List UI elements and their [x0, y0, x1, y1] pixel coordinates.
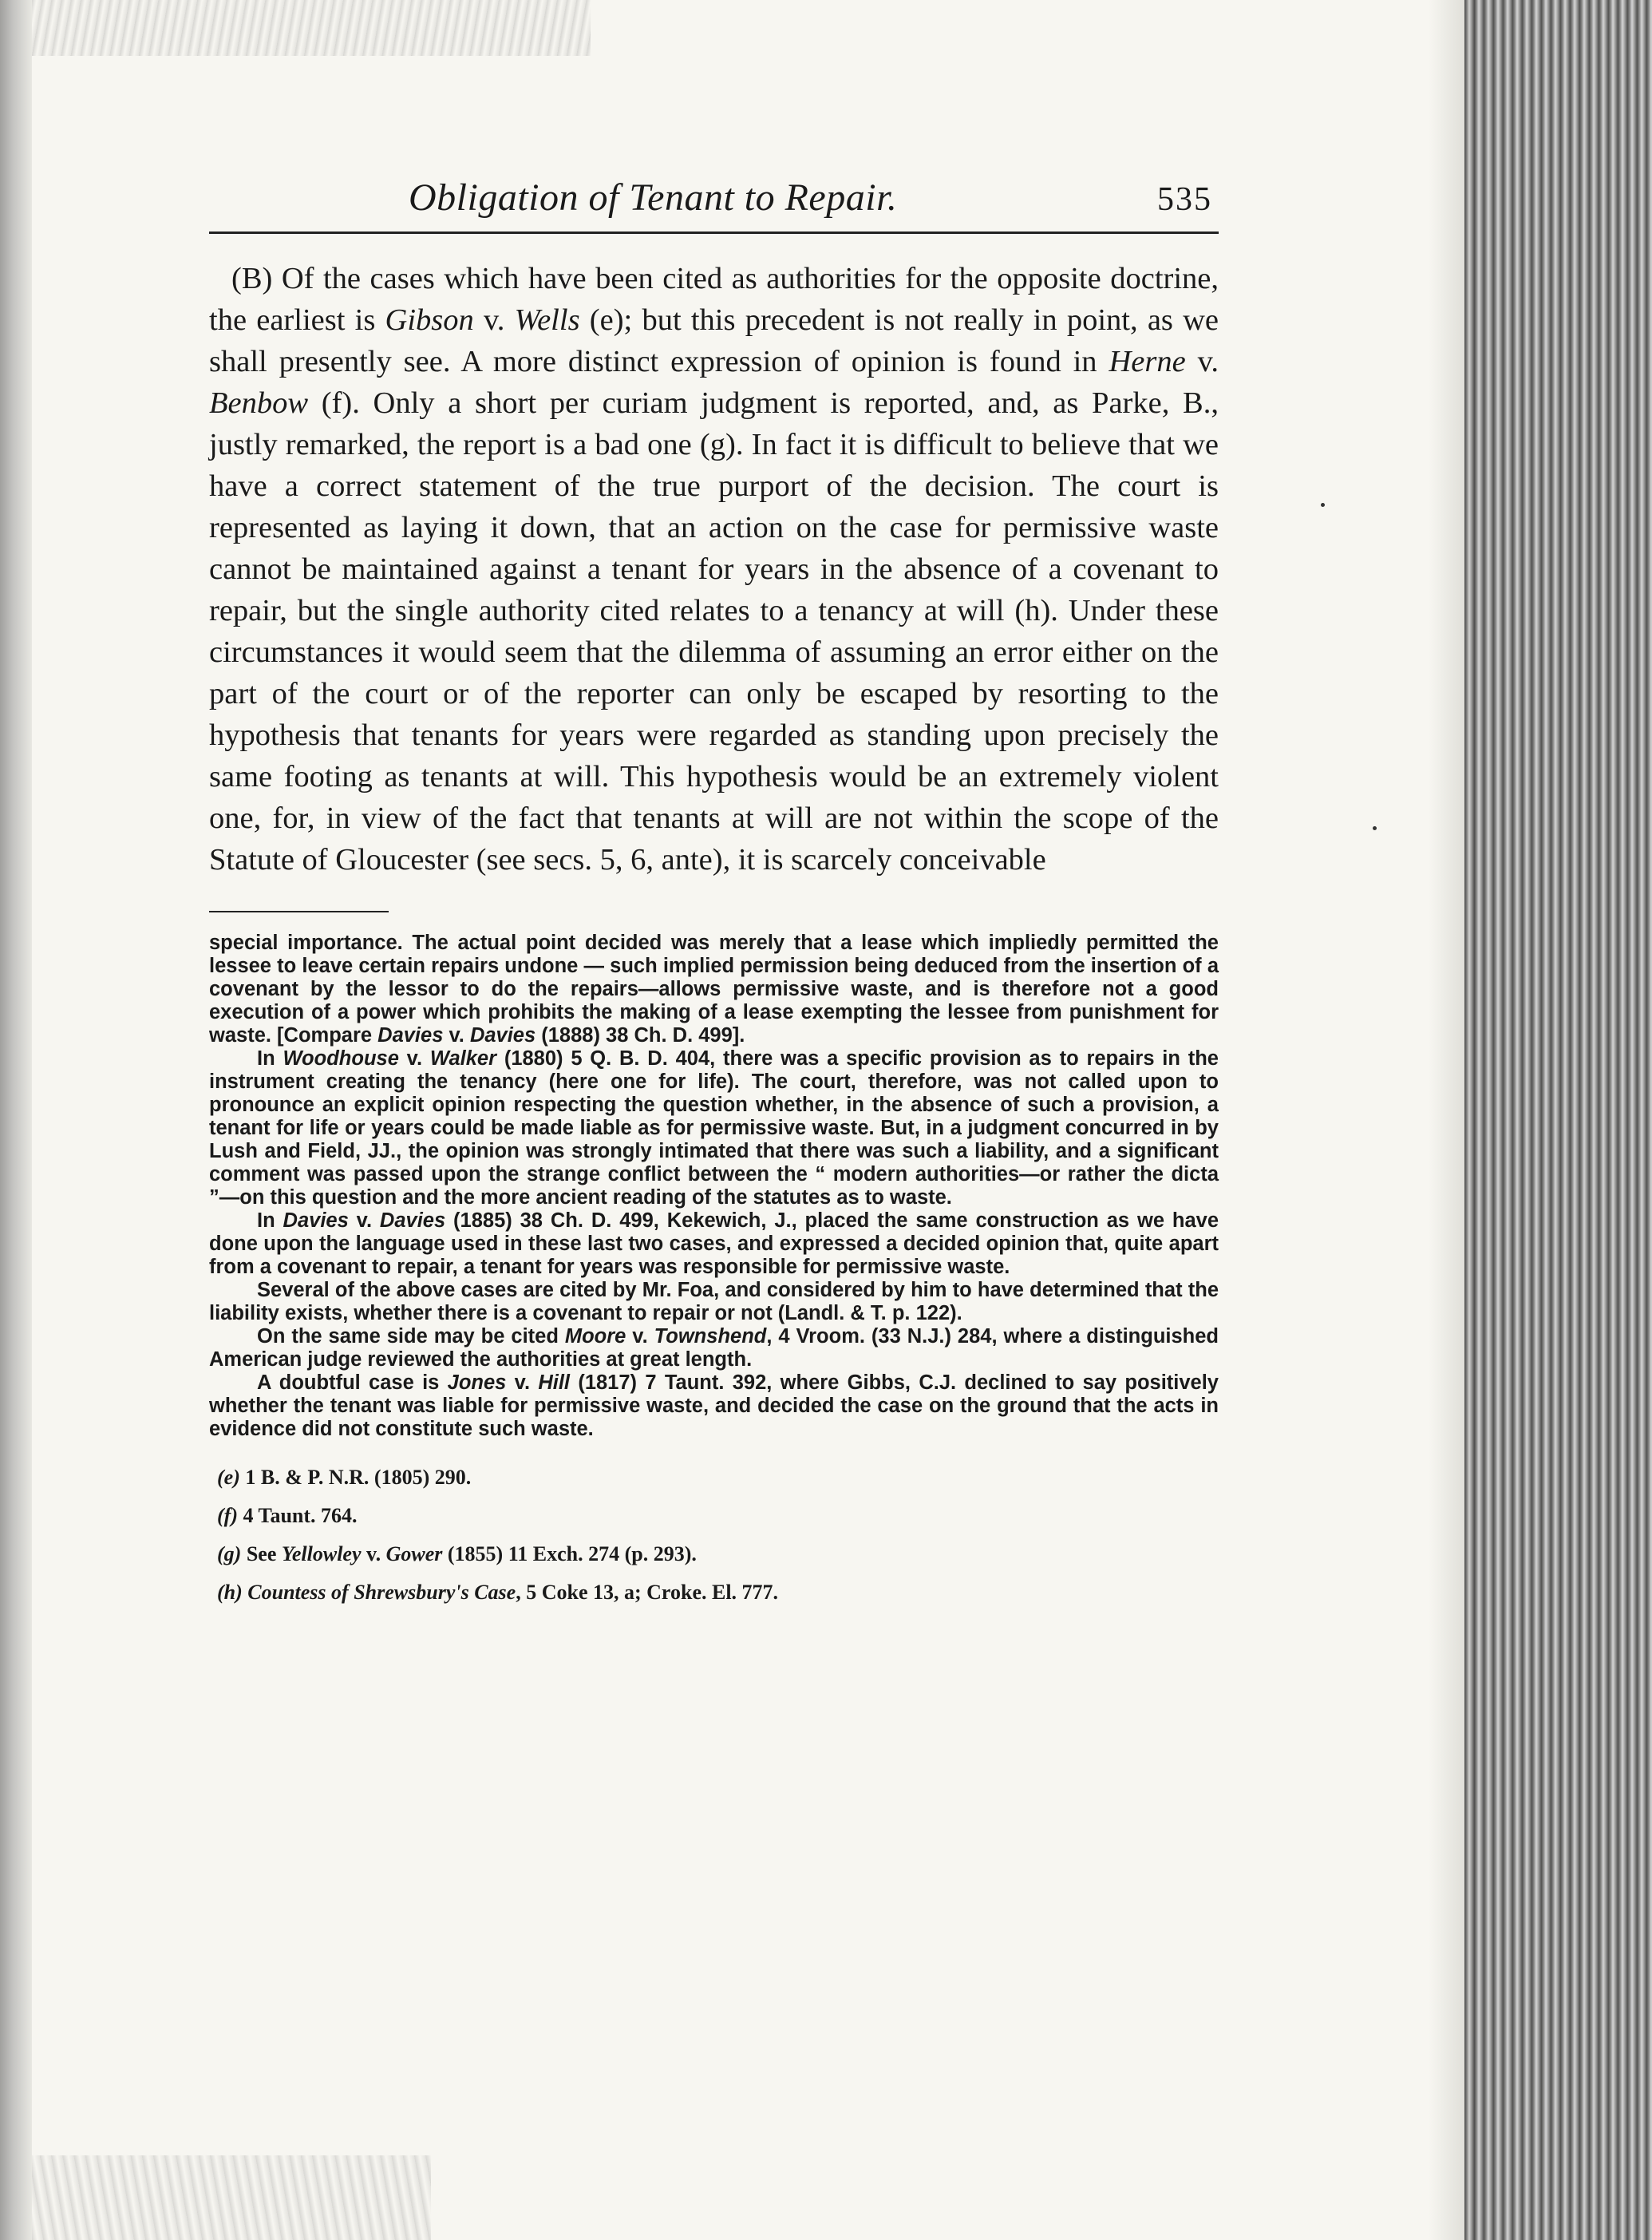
- case-name: Moore: [564, 1325, 626, 1348]
- case-name: Benbow: [209, 386, 309, 420]
- text-run: v.: [506, 1371, 539, 1394]
- running-title: Obligation of Tenant to Repair.: [409, 176, 898, 219]
- text-run: v.: [1185, 345, 1219, 378]
- footnote-ref: (g): [699, 428, 736, 461]
- footnote-paragraph: [209, 932, 1219, 1047]
- footnotes: [209, 932, 1219, 1441]
- scan-left-edge: [0, 0, 32, 2240]
- scan-bottom-noise: [32, 2155, 431, 2240]
- reference-notes: [209, 1458, 1219, 1612]
- case-name: Davies: [377, 1024, 444, 1047]
- case-name: Gower: [385, 1542, 443, 1565]
- footnote-ref: (f): [308, 386, 353, 420]
- text-run: . Only a short per curiam judgment is reported, and, as Parke, B., justly remarked, the report is a bad one: [209, 386, 1219, 461]
- main-text: [209, 258, 1219, 881]
- scan-top-noise: [32, 0, 591, 56]
- text-run: v.: [348, 1209, 380, 1232]
- case-name: Davies: [379, 1209, 446, 1232]
- reference-mark: (h): [217, 1581, 243, 1604]
- reference-mark: (g): [217, 1542, 242, 1565]
- footnote-paragraph: [209, 1209, 1219, 1279]
- text-run: (1817) 7 Taunt. 392, where Gibbs, C.J. declined to say positively whether the tenant was liable for permissive waste, and decided the case on the ground that the acts in evidence did not constitute such waste.: [209, 1371, 1219, 1440]
- case-name: Townshend: [654, 1325, 767, 1348]
- case-name: Herne: [1109, 345, 1186, 378]
- text-run: v.: [443, 1024, 470, 1047]
- reference-mark: (f): [217, 1504, 238, 1527]
- reference-text: 4 Taunt. 764.: [243, 1504, 358, 1527]
- speck: [1373, 826, 1377, 830]
- reference-text: 1 B. & P. N.R. (1805) 290.: [245, 1466, 472, 1489]
- reference-text: See: [246, 1542, 282, 1565]
- text-run: , 4 Vroom. (33 N.J.) 284, where a distinguished American judge reviewed the authorities at great length.: [209, 1325, 1219, 1371]
- reference-text: ,: [516, 1581, 527, 1604]
- running-head: [209, 160, 1219, 234]
- text-run: v.: [473, 303, 515, 337]
- page-number: 535: [1157, 181, 1212, 218]
- text-run: v.: [398, 1047, 430, 1070]
- text-run: . Under these circumstances it would seem that the dilemma of assuming an error either on the part of the court or of the reporter can only be escaped by resorting to the hypothesis that tenants for years were regarded as standing upon precisely the same footing as tenants at will. This hypothesis would be an extremely violent one, for, in view of the fact that tenants at will are not within the scope of the Statute of Gloucester (see secs. 5, 6, ante), it is scarcely conceivable: [209, 594, 1219, 877]
- body-paragraph: [209, 258, 1219, 881]
- speck: [1321, 503, 1325, 507]
- reference-text: 5 Coke 13, a; Croke. El. 777.: [526, 1581, 779, 1604]
- reference-note: [209, 1458, 1219, 1497]
- case-name: Woodhouse: [283, 1047, 399, 1070]
- footnote-paragraph: Several of the above cases are cited by Mr. Foa, and considered by him to have determined that the liability exists, whether there is a covenant to repair or not (Landl. & T. p. 122).: [209, 1279, 1219, 1324]
- text-run: (1885) 38 Ch. D. 499, Kekewich, J., placed the same construction as we have done upon the language used in these last two cases, and expressed a decided opinion that, quite apart from a covenant to repair, a tenant for years was responsible for permissive waste.: [209, 1209, 1219, 1278]
- reference-text: v.: [361, 1542, 386, 1565]
- text-run: In: [257, 1047, 283, 1070]
- footnote-ref: (h): [1014, 594, 1051, 627]
- case-name: Hill: [538, 1371, 571, 1394]
- footnote-paragraph: [209, 1325, 1219, 1371]
- case-name: Walker: [429, 1047, 497, 1070]
- footnote-rule: [209, 911, 389, 912]
- text-run: ; but this precedent is not really in point, as we shall presently see. A more distinct expression of opinion is found in: [209, 303, 1219, 378]
- text-run: (B) Of the cases which have been cited as authorities for the opposite doctrine, the earliest is: [209, 262, 1219, 337]
- footnote-paragraph: [209, 1371, 1219, 1441]
- book-binding-edge: [1464, 0, 1652, 2240]
- footnote-ref: (e): [579, 303, 624, 337]
- text-run: In: [257, 1209, 283, 1232]
- case-name: Davies: [469, 1024, 536, 1047]
- case-name: Countess of Shrewsbury's Case: [247, 1581, 516, 1604]
- text-run: A doubtful case is: [257, 1371, 448, 1394]
- text-run: (1888) 38 Ch. D. 499].: [536, 1024, 745, 1047]
- case-name: Yellowley: [281, 1542, 362, 1565]
- reference-note: [209, 1573, 1219, 1612]
- text-run: . In fact it is difficult to believe that we have a correct statement of the true purport of the decision. The court is represented as laying it down, that an action on the case for permissive waste cannot be maintained against a tenant for years in the absence of a covenant to repair, but the single authority cited relates to a tenancy at will: [209, 428, 1219, 627]
- reference-note: [209, 1497, 1219, 1535]
- case-name: Gibson: [385, 303, 474, 337]
- case-name: Wells: [514, 303, 580, 337]
- text-run: (1880) 5 Q. B. D. 404, there was a specific provision as to repairs in the instrument creating the tenancy (here one for life). The court, therefore, was not called upon to pronounce an explicit opinion respecting the question whether, in the absence of such a provision, a tenant for life or years could be made liable as for permissive waste. But, in a judgment concurred in by Lush and Field, JJ., the opinion was strongly intimated that there was such a liability, and a significant comment was passed upon the strange conflict between the “ modern authorities—or rather the dicta ”—on this question and the more ancient reading of the statutes as to waste.: [209, 1047, 1219, 1209]
- reference-mark: (e): [217, 1466, 240, 1489]
- text-run: special importance. The actual point decided was merely that a lease which impliedly permitted the lessee to leave certain repairs undone — such implied permission being deduced from the insertion of a covenant by the lessor to do the repairs—allows permissive waste, and is therefore not a good execution of a power which prohibits the making of a lease exempting the lessee from punishment for waste. [Compare: [209, 932, 1219, 1047]
- book-page: [209, 160, 1219, 1612]
- text-run: v.: [626, 1325, 654, 1348]
- case-name: Jones: [447, 1371, 507, 1394]
- reference-note: [209, 1535, 1219, 1573]
- text-run: On the same side may be cited: [257, 1325, 565, 1348]
- reference-text: (1855) 11 Exch. 274 (p. 293).: [442, 1542, 697, 1565]
- footnote-paragraph: [209, 1047, 1219, 1209]
- case-name: Davies: [283, 1209, 349, 1232]
